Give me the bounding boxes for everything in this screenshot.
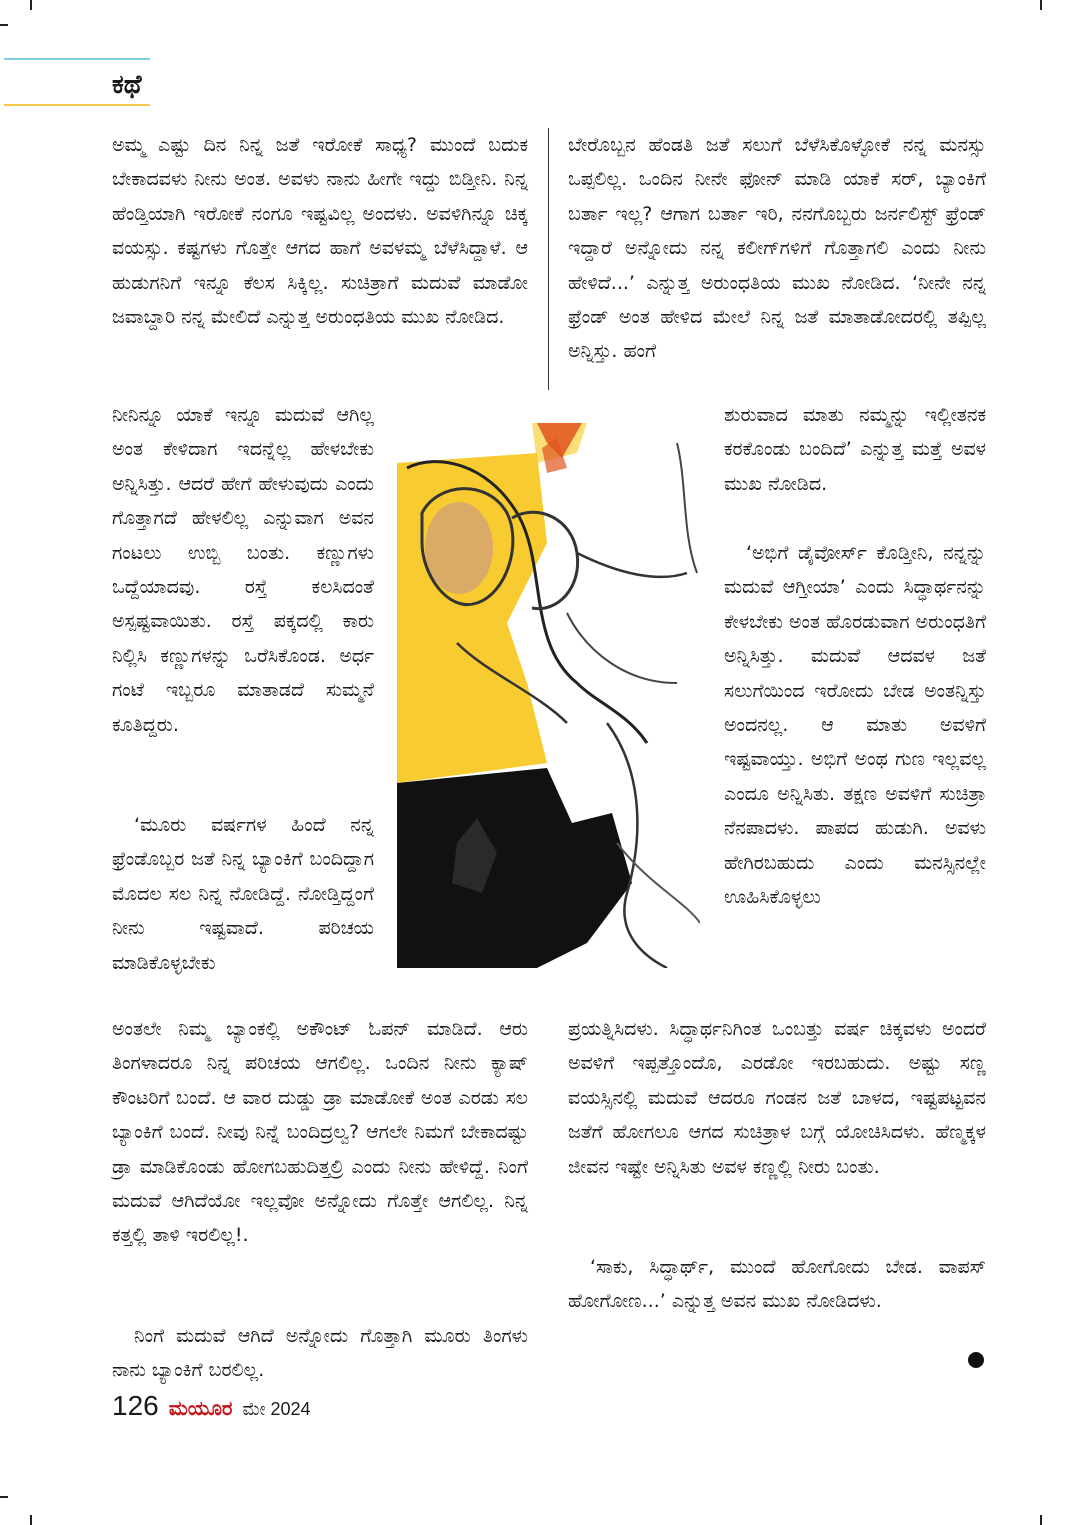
page-footer	[112, 1390, 311, 1430]
page-number: 126	[112, 1390, 159, 1421]
right-para-1a: ಬೇರೊಬ್ಬನ ಹೆಂಡತಿ ಜತೆ ಸಲುಗೆ ಬೆಳೆಸಿಕೊಳ್ಳೋಕೆ ನನ್ನ ಮನಸ್ಸು ಒಪ್ಪಲಿಲ್ಲ. ಒಂದಿನ ನೀನೇ ಫೋನ್ ಮಾಡಿ ಯಾಕೆ ಸರ್, ಬ್ಯಾಂಕಿಗೆ ಬರ್ತಾ ಇಲ್ಲ? ಆಗಾಗ ಬರ್ತಾ ಇರಿ, ನನಗೊಬ್ಬರು ಜರ್ನಲಿಸ್ಟ್ ಫ್ರೆಂಡ್ ಇದ್ದಾರೆ ಅನ್ನೋದು ನನ್ನ ಕಲೀಗ್‌ಗಳಿಗೆ ಗೊತ್ತಾಗಲಿ ಎಂದು ನೀನು ಹೇಳಿದೆ...’ ಎನ್ನುತ್ತ ಅರುಂಧತಿಯ ಮುಖ ನೋಡಿದ. ‘ನೀನೇ ನನ್ನ ಫ್ರೆಂಡ್ ಅಂತ ಹೇಳಿದ ಮೇಲೆ ನಿನ್ನ ಜತೆ ಮಾತಾಡೋದರಲ್ಲಿ ತಪ್ಪಿಲ್ಲ ಅನ್ನಿಸ್ತು. ಹಂಗೆ	[568, 134, 986, 363]
left-para-4: ನಿಂಗೆ ಮದುವೆ ಆಗಿದೆ ಅನ್ನೋದು ಗೊತ್ತಾಗಿ ಮೂರು ತಿಂಗಳು ನಾನು ಬ್ಯಾಂಕಿಗೆ ಬರಲಿಲ್ಲ.	[112, 1325, 528, 1382]
left-para-2: ನೀನಿನ್ನೂ ಯಾಕೆ ಇನ್ನೂ ಮದುವೆ ಆಗಿಲ್ಲ ಅಂತ ಕೇಳಿದಾಗ ಇದನ್ನೆಲ್ಲ ಹೇಳಬೇಕು ಅನ್ನಿಸಿತ್ತು. ಆದರೆ ಹೇಗೆ ಹೇಳುವುದು ಎಂದು ಗೊತ್ತಾಗದೆ ಹೇಳಲಿಲ್ಲ ಎನ್ನುವಾಗ ಅವನ ಗಂಟಲು ಉಬ್ಬಿ ಬಂತು. ಕಣ್ಣುಗಳು ಒದ್ದೆಯಾದವು. ರಸ್ತೆ ಕಲಸಿದಂತೆ ಅಸ್ಪಷ್ಟವಾಯಿತು. ರಸ್ತೆ ಪಕ್ಕದಲ್ಲಿ ಕಾರು ನಿಲ್ಲಿಸಿ ಕಣ್ಣುಗಳನ್ನು ಒರೆಸಿಕೊಂಡ. ಅರ್ಧ ಗಂಟೆ ಇಬ್ಬರೂ ಮಾತಾಡದೆ ಸುಮ್ಮನೆ ಕೂತಿದ್ದರು.	[112, 404, 374, 736]
left-para-3b: ಅಂತಲೇ ನಿಮ್ಮ ಬ್ಯಾಂಕಲ್ಲಿ ಅಕೌಂಟ್ ಓಪನ್ ಮಾಡಿದೆ. ಆರು ತಿಂಗಳಾದರೂ ನಿನ್ನ ಪರಿಚಯ ಆಗಲಿಲ್ಲ. ಒಂದಿನ ನೀನು ಕ್ಯಾಷ್ ಕೌಂಟರಿಗೆ ಬಂದೆ. ಆ ವಾರ ದುಡ್ಡು ಡ್ರಾ ಮಾಡೋಕೆ ಅಂತ ಎರಡು ಸಲ ಬ್ಯಾಂಕಿಗೆ ಬಂದೆ. ನೀವು ನಿನ್ನೆ ಬಂದಿದ್ರಲ್ವ? ಆಗಲೇ ನಿಮಗೆ ಬೇಕಾದಷ್ಟು ಡ್ರಾ ಮಾಡಿಕೊಂಡು ಹೋಗಬಹುದಿತ್ತಲ್ರಿ ಎಂದು ನೀನು ಹೇಳಿದ್ದೆ. ನಿಂಗೆ ಮದುವೆ ಆಗಿದೆಯೋ ಇಲ್ಲವೋ ಅನ್ನೋದು ಗೊತ್ತೇ ಆಗಲಿಲ್ಲ. ನಿನ್ನ ಕತ್ತಲ್ಲಿ ತಾಳಿ ಇರಲಿಲ್ಲ!.	[112, 1018, 528, 1247]
header-rule-bottom	[4, 104, 150, 106]
crop-mark	[30, 1515, 32, 1525]
crop-mark	[0, 1496, 8, 1498]
left-para-3a: ‘ಮೂರು ವರ್ಷಗಳ ಹಿಂದೆ ನನ್ನ ಫ್ರೆಂಡೊಬ್ಬರ ಜತೆ ನಿನ್ನ ಬ್ಯಾಂಕಿಗೆ ಬಂದಿದ್ದಾಗ ಮೊದಲ ಸಲ ನಿನ್ನ ನೋಡಿದ್ದೆ. ನೋಡ್ತಿದ್ದಂಗೆ ನೀನು ಇಷ್ಟವಾದೆ. ಪರಿಚಯ ಮಾಡಿಕೊಳ್ಳಬೇಕು	[112, 814, 374, 974]
story-illustration	[397, 423, 700, 968]
right-para-2b: ಪ್ರಯತ್ನಿಸಿದಳು. ಸಿದ್ಧಾರ್ಥನಿಗಿಂತ ಒಂಬತ್ತು ವರ್ಷ ಚಿಕ್ಕವಳು ಅಂದರೆ ಅವಳಿಗೆ ಇಪ್ಪತ್ತೊಂದೊ, ಎರಡೋ ಇರಬಹುದು. ಅಷ್ಟು ಸಣ್ಣ ವಯಸ್ಸಿನಲ್ಲಿ ಮದುವೆ ಆದರೂ ಗಂಡನ ಜತೆ ಬಾಳದ, ಇಷ್ಟಪಟ್ಟವನ ಜತೆಗೆ ಹೋಗಲೂ ಆಗದ ಸುಚಿತ್ರಾಳ ಬಗ್ಗೆ ಯೋಚಿಸಿದಳು. ಹೆಣ್ಮಕ್ಕಳ ಜೀವನ ಇಷ್ಟೇ ಅನ್ನಿಸಿತು ಅವಳ ಕಣ್ಣಲ್ಲಿ ನೀರು ಬಂತು.	[568, 1018, 986, 1178]
crop-mark	[1040, 0, 1042, 10]
section-label: ಕಥೆ	[112, 70, 142, 100]
right-para-3: ‘ಸಾಕು, ಸಿದ್ಧಾರ್ಥ್, ಮುಂದೆ ಹೋಗೋದು ಬೇಡ. ವಾಪಸ್ ಹೋಗೋಣ...’ ಎನ್ನುತ್ತ ಅವನ ಮುಖ ನೋಡಿದಳು.	[568, 1256, 986, 1313]
header-rule-top	[4, 58, 150, 60]
right-para-1b: ಶುರುವಾದ ಮಾತು ನಮ್ಮನ್ನು ಇಲ್ಲೀತನಕ ಕರಕೊಂಡು ಬಂದಿದೆ’ ಎನ್ನುತ್ತ ಮತ್ತೆ ಅವಳ ಮುಖ ನೋಡಿದ.	[724, 404, 986, 495]
magazine-logo: ಮಯೂರ	[168, 1396, 233, 1420]
issue-date: ಮೇ 2024	[242, 1399, 311, 1419]
left-para-1: ಅಮ್ಮ ಎಷ್ಟು ದಿನ ನಿನ್ನ ಜತೆ ಇರೋಕೆ ಸಾಧ್ಯ? ಮುಂದೆ ಬದುಕ ಬೇಕಾದವಳು ನೀನು ಅಂತ. ಅವಳು ನಾನು ಹೀಗೇ ಇದ್ದು ಬಿಡ್ತೀನಿ. ನಿನ್ನ ಹೆಂಡ್ತಿಯಾಗಿ ಇರೋಕೆ ನಂಗೂ ಇಷ್ಟವಿಲ್ಲ ಅಂದಳು. ಅವಳಿಗಿನ್ನೂ ಚಿಕ್ಕ ವಯಸ್ಸು. ಕಷ್ಟಗಳು ಗೊತ್ತೇ ಆಗದ ಹಾಗೆ ಅವಳಮ್ಮ ಬೆಳೆಸಿದ್ದಾಳೆ. ಆ ಹುಡುಗನಿಗೆ ಇನ್ನೂ ಕೆಲಸ ಸಿಕ್ಕಿಲ್ಲ. ಸುಚಿತ್ರಾಗೆ ಮದುವೆ ಮಾಡೋ ಜವಾಬ್ದಾರಿ ನನ್ನ ಮೇಲಿದೆ ಎನ್ನುತ್ತ ಅರುಂಧತಿಯ ಮುಖ ನೋಡಿದ.	[112, 134, 528, 329]
crop-mark	[30, 0, 32, 10]
column-divider	[548, 128, 549, 390]
crop-mark	[1040, 1515, 1042, 1525]
crop-mark	[0, 24, 8, 26]
end-of-story-bullet	[968, 1352, 984, 1368]
right-para-2: ‘ಅಭಿಗೆ ಡೈವೋರ್ಸ್ ಕೊಡ್ತೀನಿ, ನನ್ನನ್ನು ಮದುವೆ ಆಗ್ತೀಯಾ’ ಎಂದು ಸಿದ್ಧಾರ್ಥನನ್ನು ಕೇಳಬೇಕು ಅಂತ ಹೊರಡುವಾಗ ಅರುಂಧತಿಗೆ ಅನ್ನಿಸಿತ್ತು. ಮದುವೆ ಆದವಳ ಜತೆ ಸಲುಗೆಯಿಂದ ಇರೋದು ಬೇಡ ಅಂತನ್ನಿಸ್ತು ಅಂದನಲ್ಲ. ಆ ಮಾತು ಅವಳಿಗೆ ಇಷ್ಟವಾಯ್ತು. ಅಭಿಗೆ ಅಂಥ ಗುಣ ಇಲ್ಲವಲ್ಲ ಎಂದೂ ಅನ್ನಿಸಿತು. ತಕ್ಷಣ ಅವಳಿಗೆ ಸುಚಿತ್ರಾ ನೆನಪಾದಳು. ಪಾಪದ ಹುಡುಗಿ. ಅವಳು ಹೇಗಿರಬಹುದು ಎಂದು ಮನಸ್ಸಿನಲ್ಲೇ ಊಹಿಸಿಕೊಳ್ಳಲು	[724, 542, 986, 909]
